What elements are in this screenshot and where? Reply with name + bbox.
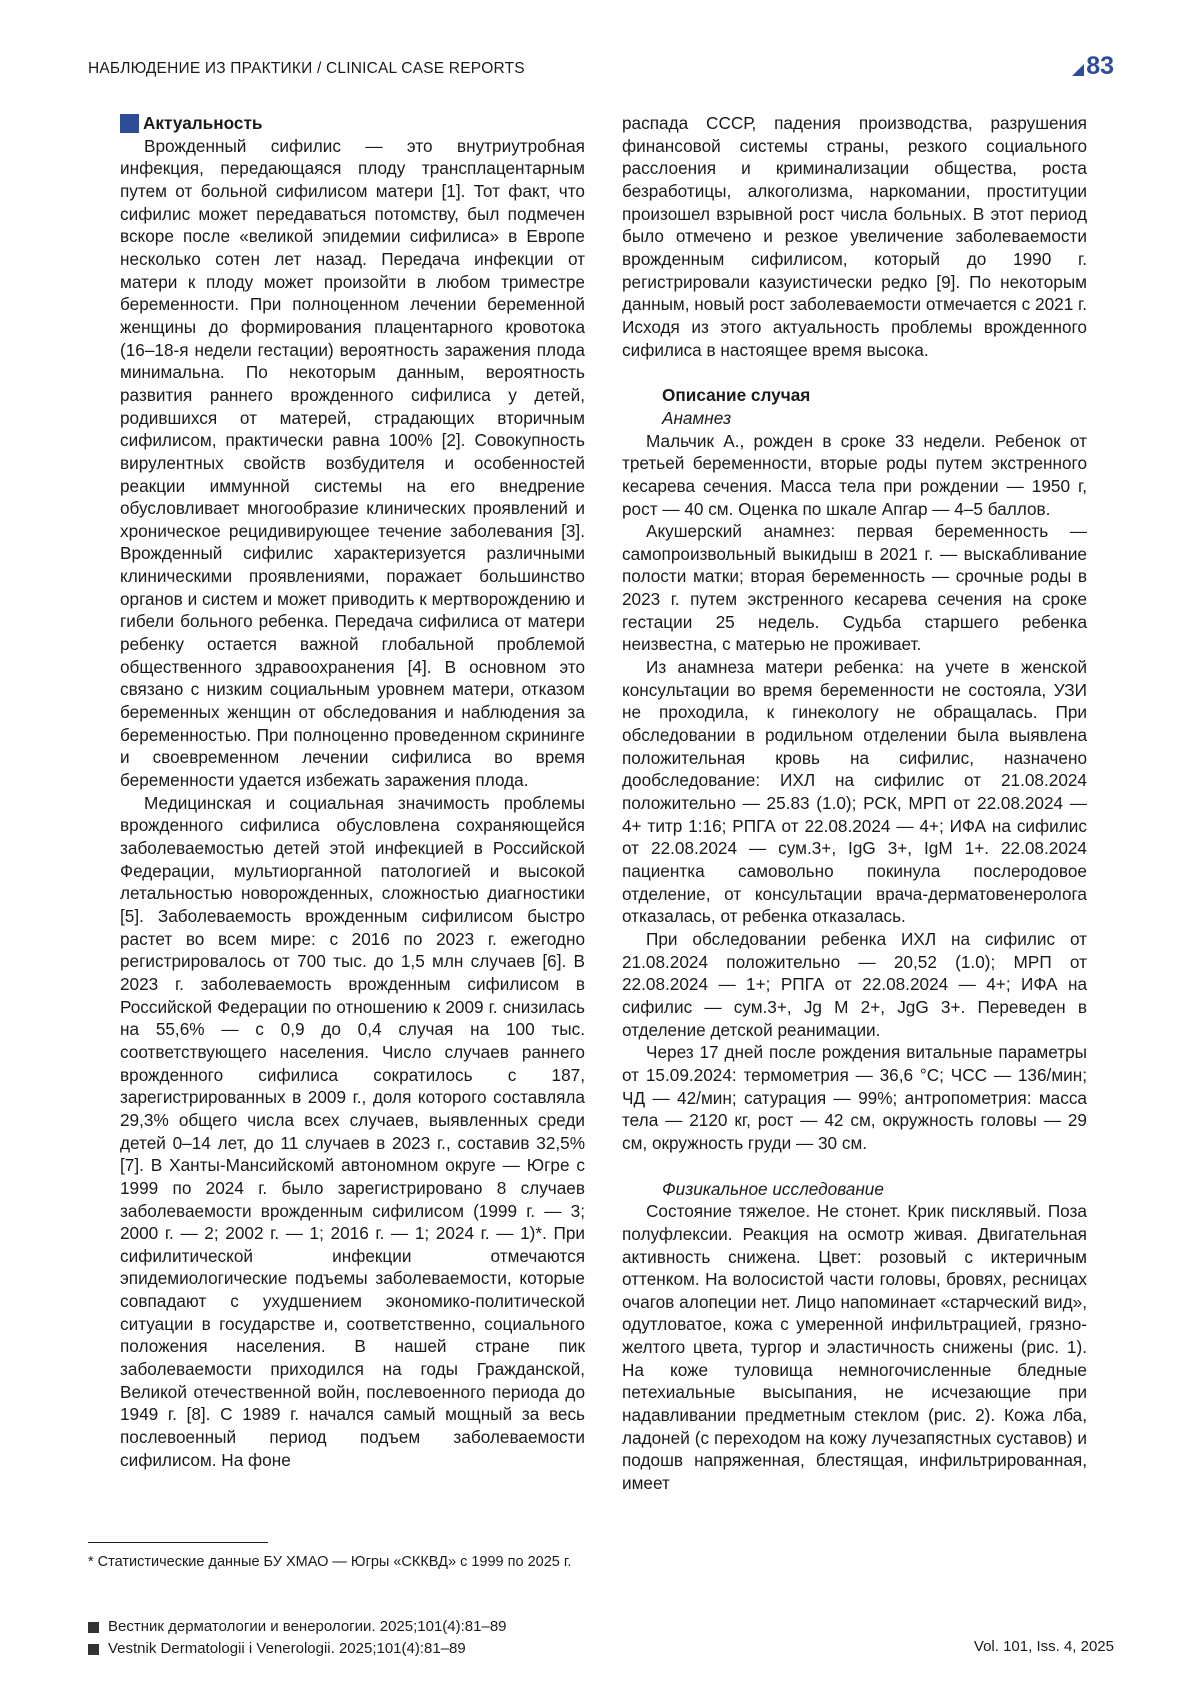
section-heading-case: Описание случая — [662, 385, 811, 406]
paragraph: Из анамнеза матери ребенка: на учете в женской консультации во время беременности не состояла, УЗИ не проходила, к гинекологу не обращалась. При обследовании в родильном отделении была выявлена положительная кровь на сифилис, назначено дообследование: ИХЛ на сифилис от 21.08.2024 положительно — 25.83 (1.0); РСК, МРП от 22.08.2024 — 4+ титр 1:16; РПГА от 22.08.2024 — 4+; ИФА на сифилис от 22.08.2024 — сум.3+, IgG 3+, IgM 1+. 22.08.2024 пациентка самовольно покинула послеродовое отделение, от консультации врача-дерматовенеролога отказалась, от ребенка отказалась. — [622, 657, 1087, 927]
journal-citation-en — [88, 1638, 507, 1660]
footnote: * Статистические данные БУ ХМАО — Югры «СККВД» с 1999 по 2025 г. — [88, 1554, 572, 1570]
page-number-value: 83 — [1086, 52, 1114, 80]
subheading-anamnesis: Анамнез — [662, 407, 732, 428]
paragraph: Медицинская и социальная значимость проблемы врожденного сифилиса обусловлена сохраняющейся заболеваемостью детей этой инфекцией в Российской Федерации, мультиорганной патологией и высокой летальностью новорожденных, сложностью диагностики [5]. Заболеваемость врожденным сифилисом быстро растет во всем мире: с 2016 по 2023 г. ежегодно регистрировалось от 700 тыс. до 1,5 млн случаев [6]. В 2023 г. заболеваемость врожденным сифилисом в Российской Федерации по отношению к 2009 г. снизилась на 55,6% — с 0,9 до 0,4 случая на 100 тыс. соответствующего населения. Число случаев раннего врожденного сифилиса сократилось с 187, зарегистрированных в 2009 г., доля которого составляла 29,3% общего числа всех случаев, выявленных среди детей 0–14 лет, до 11 случаев в 2023 г., составив 32,5% [7]. В Ханты-Мансийскомй автономном округе — Югре с 1999 по 2024 г. было зарегистрировано 8 случаев заболеваемости врожденным сифилисом (1999 г. — 3; 2000 г. — 2; 2002 г. — 1; 2016 г. — 1; 2024 г. — 1)*. При сифилитической инфекции отмечаются эпидемиологические подъемы заболеваемости, которые совпадают с ухудшением экономико-политической ситуации в государстве и, соответственно, социального положения населения. В нашей стране пик заболеваемости приходился на годы Гражданской, Великой отечественной войн, послевоенного периода до 1949 г. [8]. С 1989 г. начался самый мощный за весь послевоенный период подъем заболеваемости сифилисом. На фоне — [120, 792, 585, 1470]
triangle-icon — [1072, 64, 1084, 76]
journal-citation-en-text: Vestnik Dermatologii i Venerologii. 2025;101(4):81–89 — [108, 1640, 466, 1657]
paragraph-continuation: распада СССР, падения производства, разрушения финансовой системы страны, резкого социального расслоения и криминализации общества, роста безработицы, алкоголизма, наркомании, проституции произошел взрывной рост числа больных. В этот период было отмечено и резкое увеличение заболеваемости врожденным сифилисом, который до 1990 г. регистрировали казуистически редко [9]. По некоторым данным, новый рост заболеваемости отмечается с 2021 г. Исходя из этого актуальность проблемы врожденного сифилиса в настоящее время высока. — [622, 113, 1087, 360]
right-column — [622, 112, 1087, 1495]
page-number — [1072, 52, 1114, 81]
paragraph: Состояние тяжелое. Не стонет. Крик писклявый. Поза полуфлексии. Реакция на осмотр живая. Двигательная активность снижена. Цвет: розовый с иктеричным оттенком. На волосистой части головы, бровях, ресницах очагов алопеции нет. Лицо напоминает «старческий вид», одутловатое, кожа с умеренной инфильтрацией, грязно-желтого цвета, тургор и эластичность снижены (рис. 1). На коже туловища немногочисленные бледные петехиальные высыпания, не исчезающие при надавливании предметным стеклом (рис. 2). Кожа лба, ладоней (с переходом на кожу лучезапястных суставов) и подошв напряженная, блестящая, инфильтрированная, имеет — [622, 1201, 1087, 1494]
heading-square-icon — [120, 114, 139, 133]
journal-citation-ru-text: Вестник дерматологии и венерологии. 2025;101(4):81–89 — [108, 1618, 507, 1635]
paragraph: Мальчик А., рожден в сроке 33 недели. Ребенок от третьей беременности, вторые роды путем экстренного кесарева сечения. Масса тела при рождении — 1950 г, рост — 40 см. Оценка по шкале Апгар — 4–5 баллов. — [622, 430, 1087, 519]
square-bullet-icon — [88, 1644, 99, 1655]
paragraph: Через 17 дней после рождения витальные параметры от 15.09.2024: термометрия — 36,6 °С; ЧСС — 136/мин; ЧД — 42/мин; сатурация — 99%; антропометрия: масса тела — 2120 кг, рост — 42 см, окружность головы — 29 см, окружность груди — 30 см. — [622, 1042, 1087, 1153]
volume-info: Vol. 101, Iss. 4, 2025 — [973, 1638, 1114, 1655]
running-head: НАБЛЮДЕНИЕ ИЗ ПРАКТИКИ / CLINICAL CASE REPORTS — [88, 60, 525, 77]
subheading-physical-exam: Физикальное исследование — [662, 1178, 884, 1199]
left-column — [120, 112, 585, 1471]
paragraph: Акушерский анамнез: первая беременность — самопроизвольный выкидыш в 2021 г. — выскабливание полости матки; вторая беременность — срочные роды в 2023 г. путем экстренного кесарева сечения на сроке гестации 25 недель. Судьба старшего ребенка неизвестна, с матерью не проживает. — [622, 521, 1087, 655]
paragraph: При обследовании ребенка ИХЛ на сифилис от 21.08.2024 положительно — 20,52 (1.0); МРП от 22.08.2024 — 1+; РПГА от 22.08.2024 — 4+; ИФА на сифилис — сум.3+, Jg M 2+, JgG 3+. Переведен в отделение детской реанимации. — [622, 928, 1087, 1040]
journal-citation-ru — [88, 1616, 507, 1638]
section-heading-relevance — [120, 112, 585, 135]
footnote-divider — [88, 1542, 268, 1543]
section-heading-label: Актуальность — [143, 113, 263, 133]
square-bullet-icon — [88, 1622, 99, 1633]
journal-citation — [88, 1616, 507, 1660]
paragraph: Врожденный сифилис — это внутриутробная инфекция, передающаяся плоду трансплацентарным путем от больной сифилисом матери [1]. Тот факт, что сифилис может передаваться потомству, был подмечен вскоре после «великой эпидемии сифилиса» в Европе несколько сотен лет назад. Передача инфекции от матери к плоду может произойти в любом триместре беременности. При полноценном лечении беременной женщины до формирования плацентарного кровотока (16–18-я недели гестации) вероятность заражения плода минимальна. По некоторым данным, вероятность развития раннего врожденного сифилиса у детей, родившихся от матерей, страдающих вторичным сифилисом, практически равна 100% [2]. Совокупность вирулентных свойств возбудителя и особенностей реакции иммунной системы на его внедрение обусловливает многообразие клинических проявлений и хроническое рецидивирующее течение заболевания [3]. Врожденный сифилис характеризуется различными клиническими проявлениями, поражает большинство органов и систем и может приводить к мертворождению и гибели больного ребенка. Передача сифилиса от матери ребенку остается важной глобальной проблемой общественного здравоохранения [4]. В основном это связано с низким социальным уровнем матери, отказом беременных женщин от обследования и наблюдения за беременностью. При полноценно проведенном скрининге и своевременном лечении сифилиса во время беременности удается избежать заражения плода. — [120, 135, 585, 791]
